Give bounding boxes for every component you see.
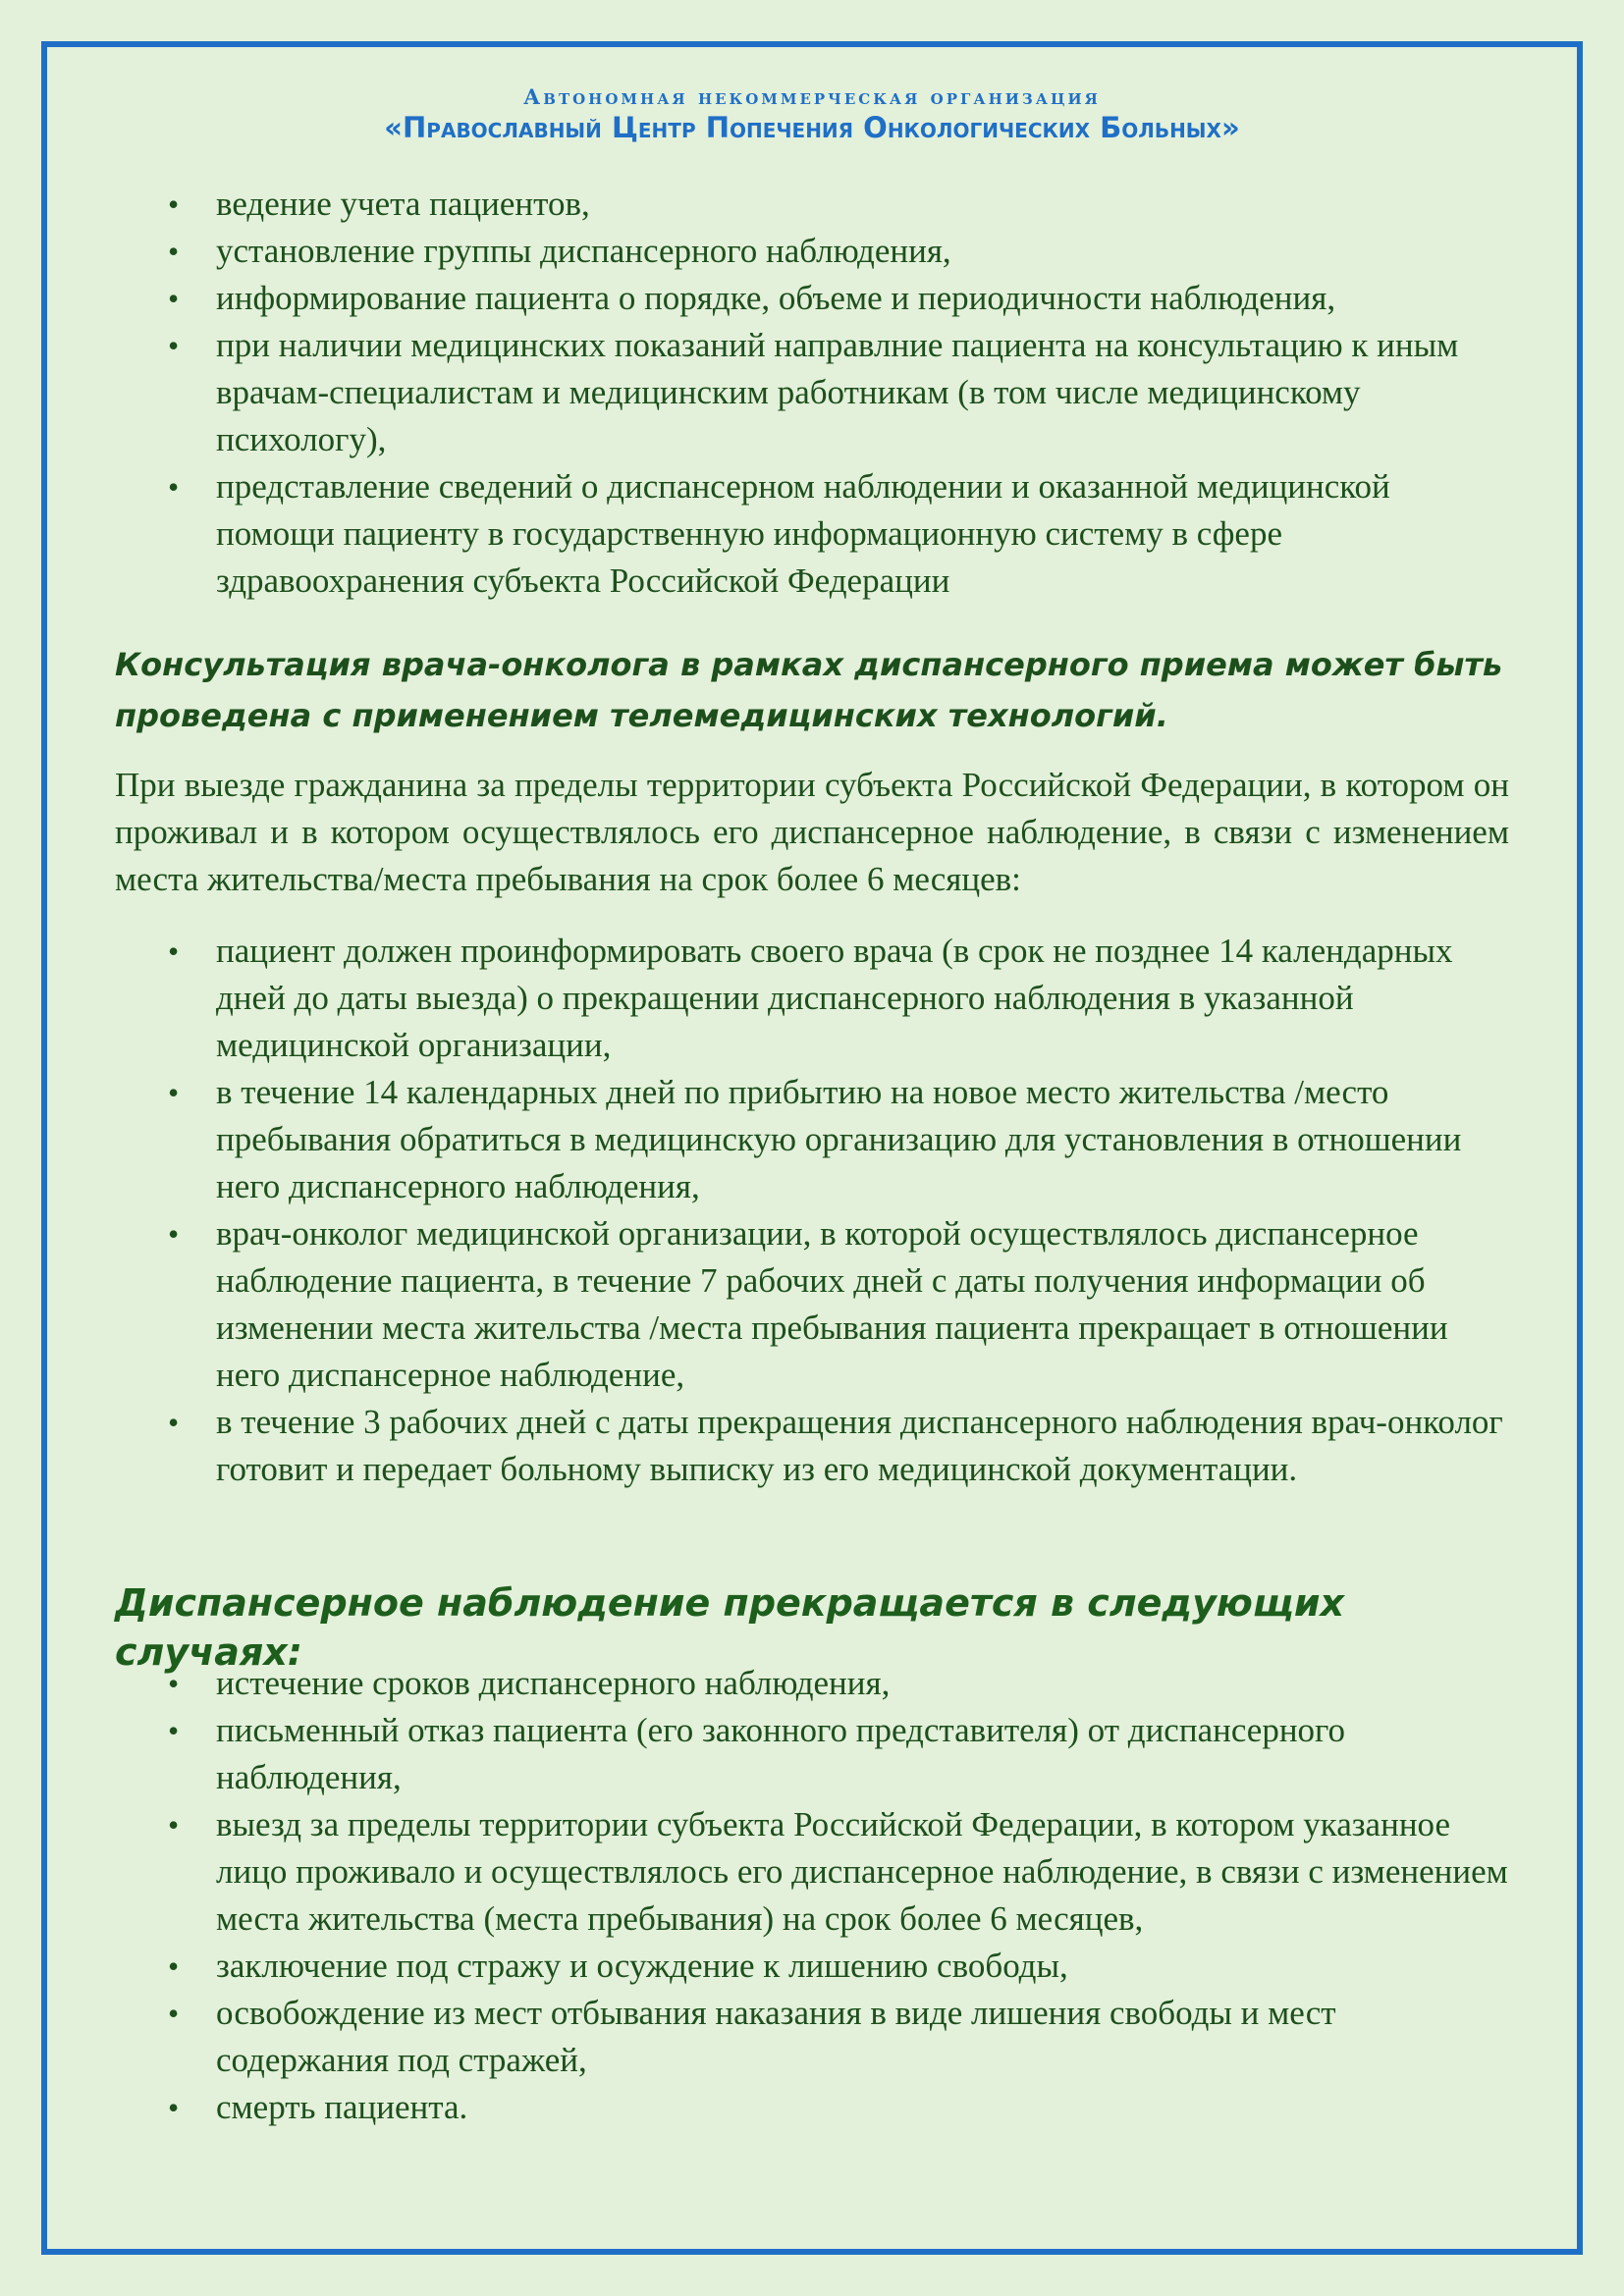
org-name: «Православный Центр Попечения Онкологических Больных» (384, 111, 1240, 144)
telemedicine-note: Консультация врача-онколога в рамках диспансерного приема может быть проведена с применением телемедицинских технологий. (115, 646, 1503, 734)
list-item: • истечение сроков диспансерного наблюдения, (115, 1660, 1509, 1707)
termination-cases-list (115, 1660, 1509, 2131)
list-item: • смерть пациента. (115, 2084, 1509, 2131)
list-item: • в течение 3 рабочих дней с даты прекращения диспансерного наблюдения врач-онколог готовит и передает больному выписку из его медицинской документации. (115, 1399, 1509, 1493)
relocation-paragraph: При выезде гражданина за пределы территории субъекта Российской Федерации, в котором он проживал и в котором осуществлялось его диспансерное наблюдение, в связи с изменением места жительства/места пребывания на срок более 6 месяцев: (115, 766, 1509, 898)
list-item: • ведение учета пациентов, (115, 181, 1509, 228)
page-header (0, 84, 1624, 144)
list-item: • в течение 14 календарных дней по прибытию на новое место жительства /место пребывания обратиться в медицинскую организацию для установления в отношении него диспансерного наблюдения, (115, 1069, 1509, 1210)
list-item: • пациент должен проинформировать своего врача (в срок не позднее 14 календарных дней до даты выезда) о прекращении диспансерного наблюдения в указанной медицинской организации, (115, 928, 1509, 1069)
org-type: Автономная некоммерческая организация (523, 84, 1101, 109)
list-item: • письменный отказ пациента (его законного представителя) от диспансерного наблюдения, (115, 1707, 1509, 1801)
list-item: • установление группы диспансерного наблюдения, (115, 228, 1509, 275)
list-item: • освобождение из мест отбывания наказания в виде лишения свободы и мест содержания под стражей, (115, 1990, 1509, 2084)
list-item: • выезд за пределы территории субъекта Российской Федерации, в котором указанное лицо проживало и осуществлялось его диспансерное наблюдение, в связи с изменением места жительства (места пребывания) на срок более 6 месяцев, (115, 1801, 1509, 1943)
list-item: • информирование пациента о порядке, объеме и периодичности наблюдения, (115, 275, 1509, 322)
list-item: • представление сведений о диспансерном наблюдении и оказанной медицинской помощи пациенту в государственную информационную систему в сфере здравоохранения субъекта Российской Федерации (115, 463, 1509, 605)
observation-tasks-list (115, 181, 1509, 605)
list-item: • заключение под стражу и осуждение к лишению свободы, (115, 1943, 1509, 1990)
list-item: • при наличии медицинских показаний направлние пациента на консультацию к иным врачам-специалистам и медицинским работникам (в том числе медицинскому психологу), (115, 322, 1509, 463)
relocation-steps-list (115, 928, 1509, 1493)
termination-heading: Диспансерное наблюдение прекращается в следующих случаях: (115, 1581, 1344, 1674)
list-item: • врач-онколог медицинской организации, в которой осуществлялось диспансерное наблюдение пациента, в течение 7 рабочих дней с даты получения информации об изменении места жительства /места пребывания пациента прекращает в отношении него диспансерное наблюдение, (115, 1210, 1509, 1399)
